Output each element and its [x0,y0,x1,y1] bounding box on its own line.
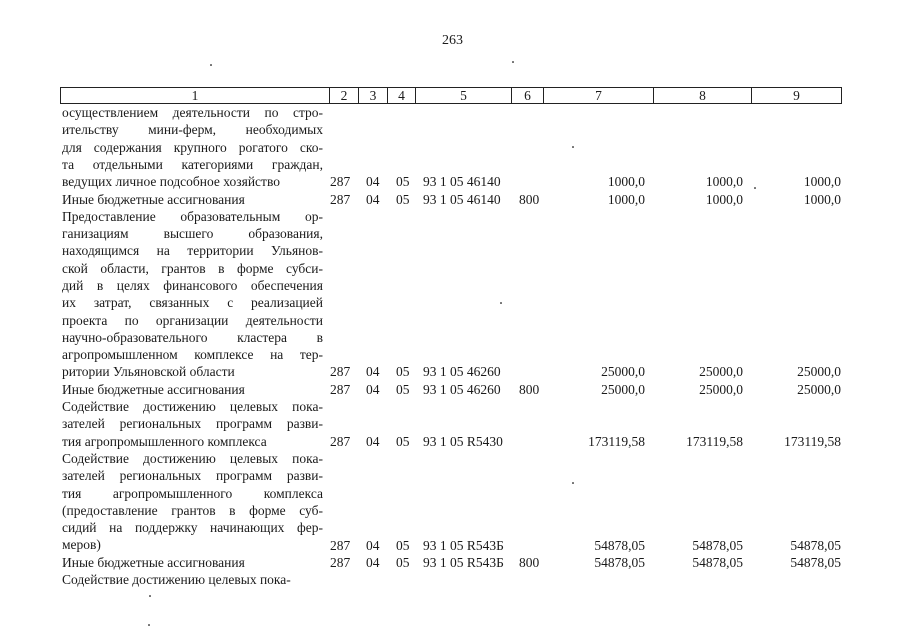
cell-c4: 05 [396,174,410,190]
description-line: ской области, грантов в форме субси- [62,260,323,276]
cell-c9: 54878,05 [790,537,841,553]
header-col-5: 5 [415,88,511,103]
cell-c5: 93 1 05 46260 [423,364,501,380]
description-line: осуществлением деятельности по стро- [62,105,323,120]
cell-c8: 25000,0 [699,381,743,397]
table-row [0,450,905,554]
cell-c6: 800 [519,381,540,397]
description-line: для содержания крупного рогатого ско- [62,139,323,155]
table-row [0,191,905,208]
description-line: зателей региональных программ разви- [62,416,323,432]
description-line: тия агропромышленного комплекса [62,433,267,449]
row-description [62,554,323,571]
description-line: дий в целях финансового обеспечения [62,277,323,293]
cell-c7: 173119,58 [588,433,645,449]
row-description [62,191,323,208]
cell-c3: 04 [366,554,380,570]
cell-c6: 800 [519,191,540,207]
cell-c2: 287 [330,364,351,380]
table-row [0,208,905,381]
description-line: агропромышленном комплексе на тер- [62,347,323,363]
description-line: находящимся на территории Ульянов- [62,243,323,259]
description-line: Иные бюджетные ассигнования [62,381,245,397]
cell-c2: 287 [330,554,351,570]
cell-c4: 05 [396,364,410,380]
cell-c4: 05 [396,381,410,397]
scan-speck [210,64,212,66]
scan-speck [500,302,502,304]
cell-c3: 04 [366,174,380,190]
header-col-4: 4 [387,88,415,103]
description-line: Содействие достижению целевых пока- [62,451,323,466]
header-col-3: 3 [358,88,387,103]
description-line: (предоставление грантов в форме суб- [62,502,323,518]
cell-c7: 25000,0 [601,364,645,380]
description-line: тия агропромышленного комплекса [62,485,323,501]
description-line: Иные бюджетные ассигнования [62,191,245,207]
cell-c4: 05 [396,537,410,553]
row-description [62,450,323,554]
header-col-1: 1 [191,88,199,103]
description-line: Содействие достижению целевых пока- [62,399,323,415]
cell-c5: 93 1 05 R5430 [423,433,503,449]
cell-c8: 1000,0 [705,174,743,190]
cell-c9: 25000,0 [797,364,841,380]
cell-c9: 173119,58 [784,433,841,449]
description-line: их затрат, связанных с реализацией [62,295,323,311]
cell-c3: 04 [366,537,380,553]
cell-c4: 05 [396,191,410,207]
scan-speck [572,482,574,484]
table-row [0,571,905,588]
header-col-8: 8 [653,88,751,103]
table-row [0,381,905,398]
description-line: та отдельными категориями граждан, [62,156,323,172]
cell-c7: 25000,0 [601,381,645,397]
cell-c5: 93 1 05 46140 [423,174,501,190]
cell-c8: 1000,0 [705,191,743,207]
row-description [62,571,323,588]
cell-c5: 93 1 05 46260 [423,381,501,397]
cell-c8: 54878,05 [692,554,743,570]
cell-c8: 54878,05 [692,537,743,553]
cell-c4: 05 [396,554,410,570]
description-line: Предоставление образовательным ор- [62,208,323,224]
description-line: зателей региональных программ разви- [62,468,323,484]
cell-c9: 1000,0 [803,191,841,207]
row-description [62,104,323,190]
description-line: ведущих личное подсобное хозяйство [62,174,280,190]
table-row [0,104,905,191]
description-line: ганизациям высшего образования, [62,226,323,242]
cell-c3: 04 [366,364,380,380]
cell-c9: 25000,0 [797,381,841,397]
description-line: проекта по организации деятельности [62,312,323,328]
description-line: научно-образовательного кластера в [62,329,323,345]
cell-c9: 1000,0 [803,174,841,190]
scan-speck [149,595,151,597]
scan-speck [148,624,150,626]
cell-c8: 25000,0 [699,364,743,380]
cell-c9: 54878,05 [790,554,841,570]
header-col-2: 2 [329,88,358,103]
cell-c7: 54878,05 [594,554,645,570]
description-line: Содействие достижению целевых пока- [62,572,291,588]
table-row [0,554,905,571]
table-row [0,398,905,450]
cell-c2: 287 [330,191,351,207]
cell-c2: 287 [330,381,351,397]
cell-c6: 800 [519,554,540,570]
row-description [62,398,323,450]
scan-speck [754,187,756,189]
cell-c8: 173119,58 [686,433,743,449]
scan-speck [512,61,514,63]
cell-c2: 287 [330,537,351,553]
cell-c3: 04 [366,433,380,449]
cell-c2: 287 [330,174,351,190]
header-col-6: 6 [511,88,543,103]
cell-c3: 04 [366,381,380,397]
cell-c7: 1000,0 [607,174,645,190]
cell-c4: 05 [396,433,410,449]
description-line: ительству мини-ферм, необходимых [62,122,323,138]
description-line: ритории Ульяновской области [62,364,235,380]
cell-c5: 93 1 05 R543Б [423,537,504,553]
page-number: 263 [442,33,463,48]
description-line: Иные бюджетные ассигнования [62,554,245,570]
description-line: меров) [62,537,101,553]
header-col-9: 9 [751,88,841,103]
scan-speck [572,146,574,148]
header-col-7: 7 [543,88,653,103]
cell-c7: 54878,05 [594,537,645,553]
cell-c5: 93 1 05 46140 [423,191,501,207]
table-header [60,87,842,104]
cell-c5: 93 1 05 R543Б [423,554,504,570]
row-description [62,208,323,381]
cell-c2: 287 [330,433,351,449]
description-line: сидий на поддержку начинающих фер- [62,520,323,536]
row-description [62,381,323,398]
cell-c3: 04 [366,191,380,207]
cell-c7: 1000,0 [607,191,645,207]
